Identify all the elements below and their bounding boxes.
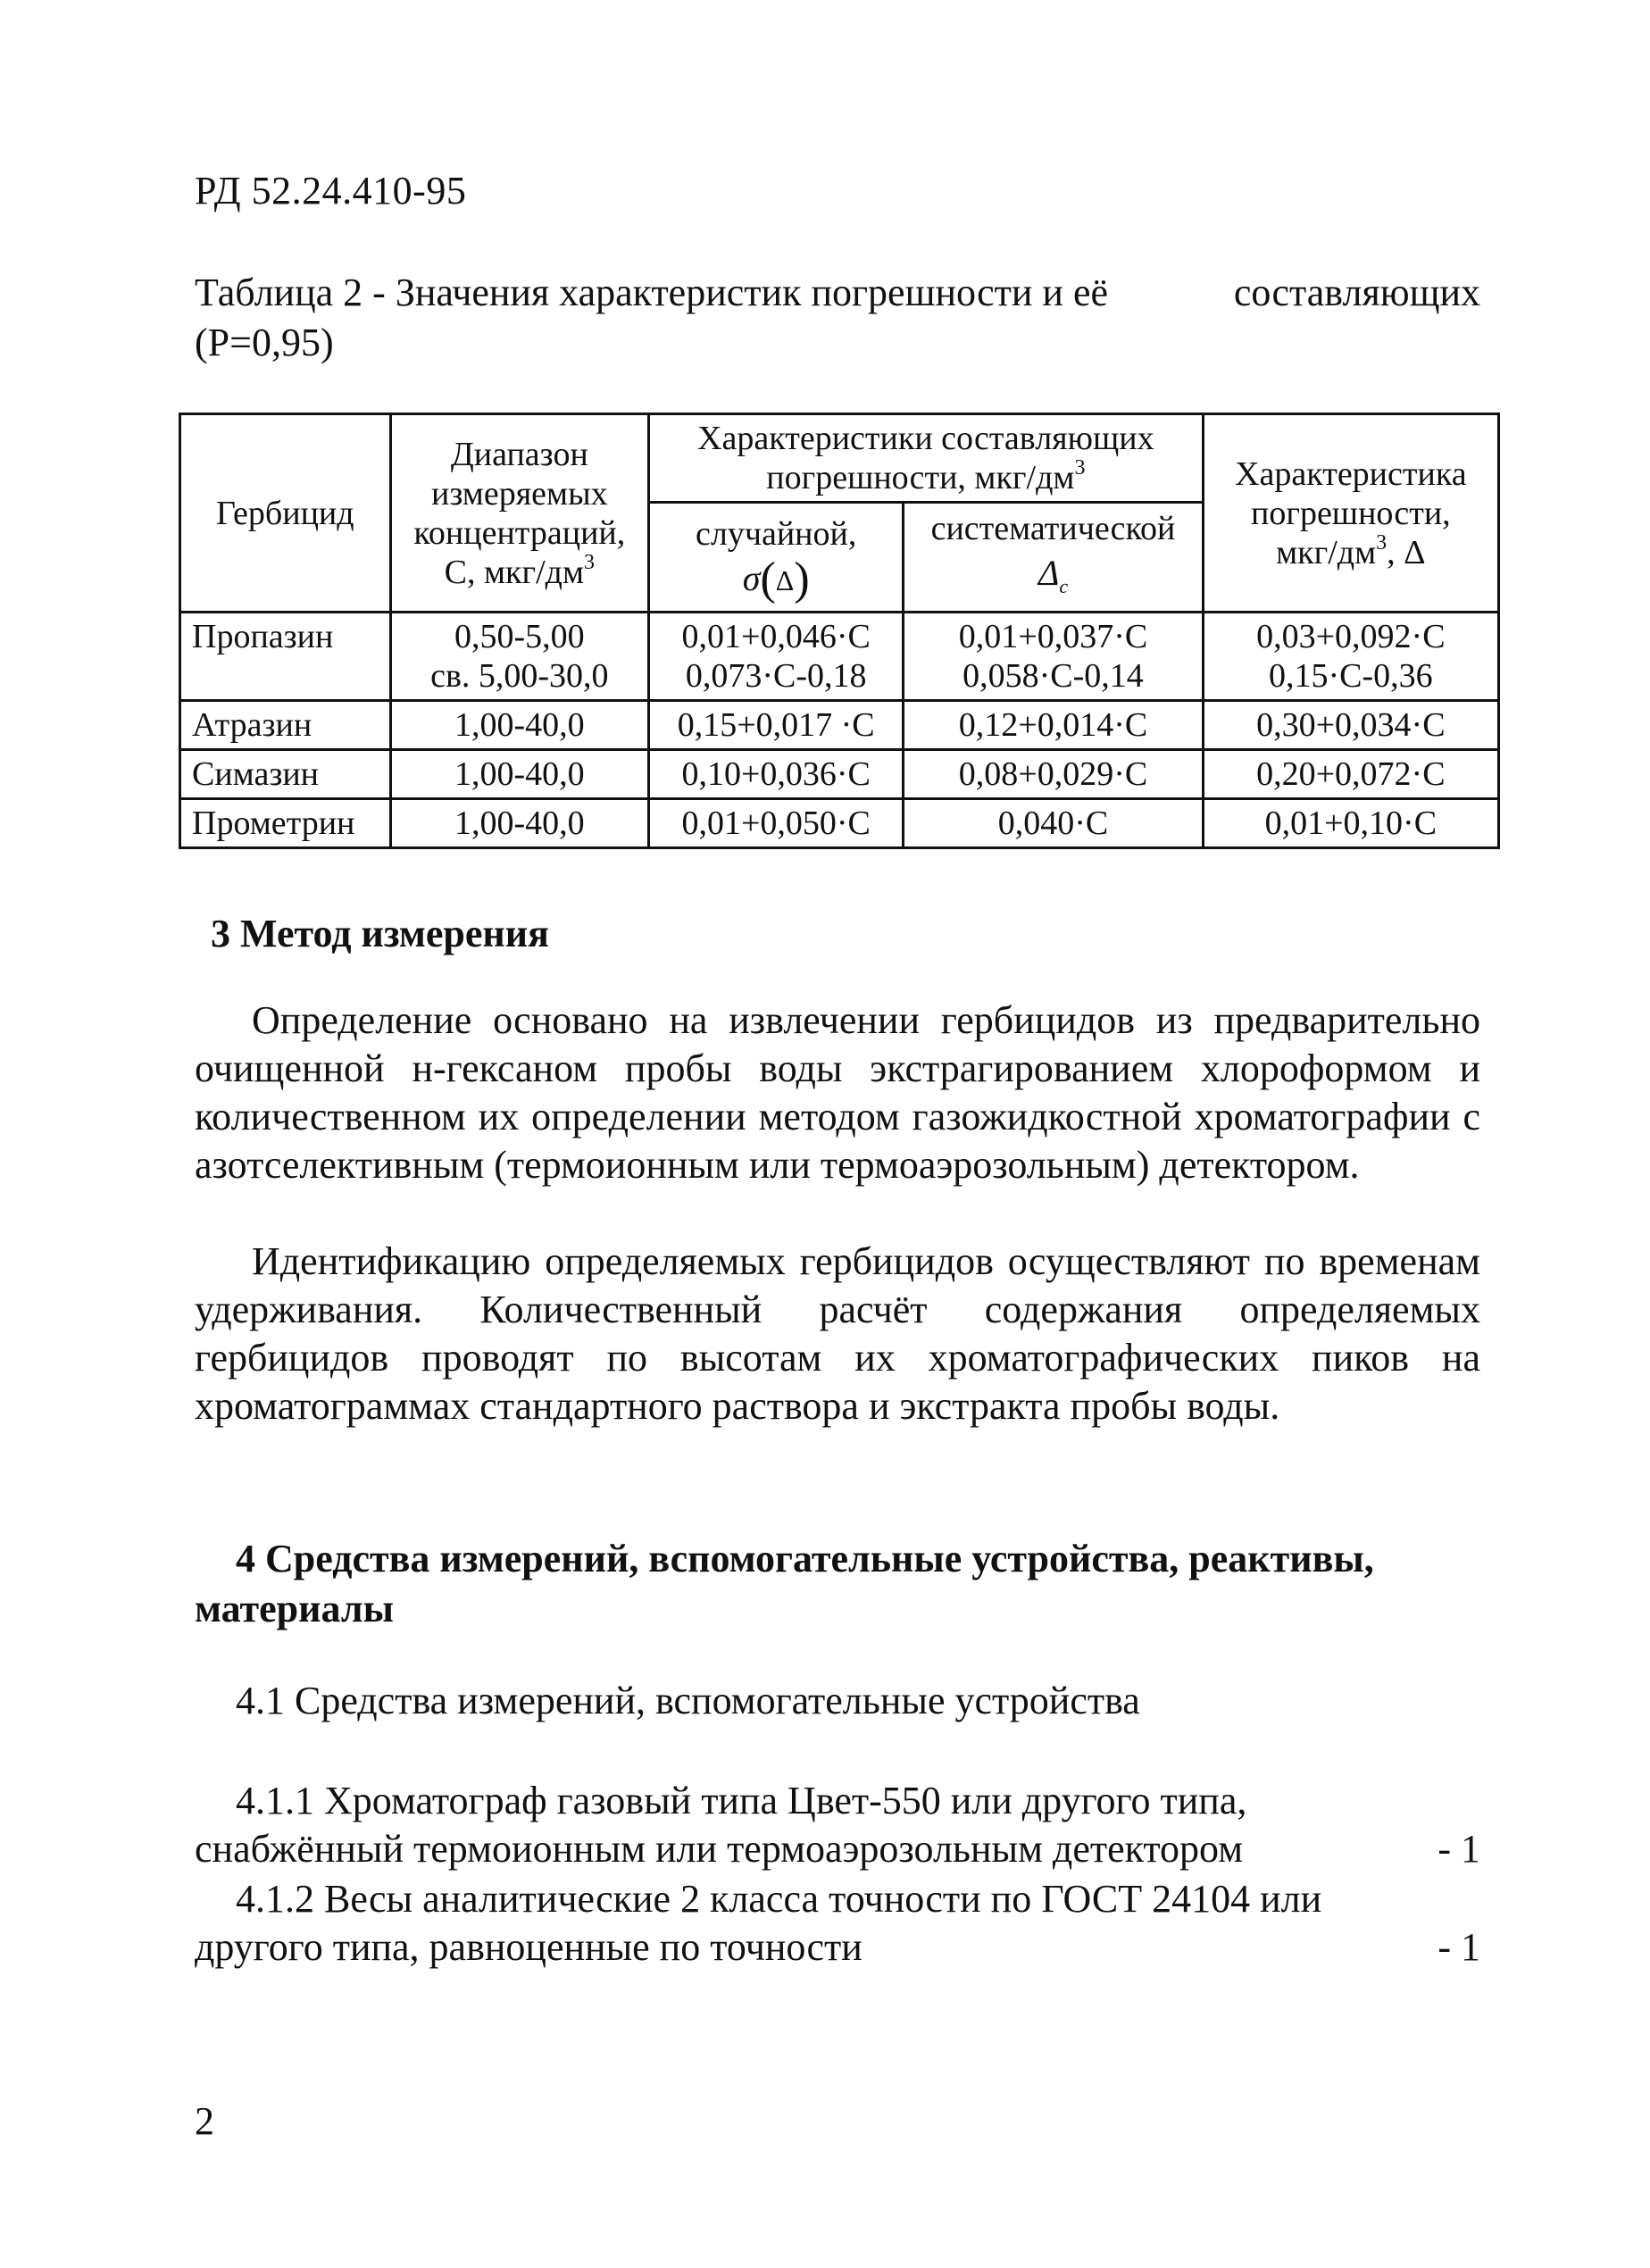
item-4-1-2: 4.1.2 Весы аналитические 2 класса точности по ГОСТ 24104 или другого типа, равноценные по точности - 1 bbox=[195, 1877, 1480, 1969]
sigma-symbol: σ(Δ) bbox=[742, 554, 810, 605]
table-row bbox=[180, 701, 1499, 750]
cell-total: 0,03+0,092·С 0,15·С-0,36 bbox=[1203, 613, 1498, 701]
cell-random: 0,15+0,017 ·С bbox=[649, 701, 904, 750]
cell-range: 1,00-40,0 bbox=[390, 799, 649, 848]
cell-herbicide: Прометрин bbox=[180, 799, 391, 848]
cell-range: 1,00-40,0 bbox=[390, 750, 649, 799]
cell-random: 0,01+0,046·С 0,073·С-0,18 bbox=[649, 613, 904, 701]
table-row bbox=[180, 799, 1499, 848]
cell-random: 0,10+0,036·С bbox=[649, 750, 904, 799]
table-caption-text-end: составляющих bbox=[1233, 271, 1480, 314]
table-caption-text: Таблица 2 - Значения характеристик погрешности и её bbox=[195, 271, 1108, 314]
cell-range: 0,50-5,00 св. 5,00-30,0 bbox=[390, 613, 649, 701]
cell-herbicide: Пропазин bbox=[180, 613, 391, 701]
table-caption-probability: (Р=0,95) bbox=[195, 321, 334, 364]
cell-random: 0,01+0,050·С bbox=[649, 799, 904, 848]
cell-systematic: 0,12+0,014·С bbox=[904, 701, 1203, 750]
section-3-paragraph-2: Идентификацию определяемых гербицидов осуществляют по временам удерживания. Количественный расчёт содержания определяемых гербицидов проводят по высотам их хроматографических пиков на хроматограммах стандартного раствора и экстракта пробы воды. bbox=[195, 1239, 1480, 1428]
table-header-row bbox=[180, 414, 1499, 503]
document-code: РД 52.24.410-95 bbox=[195, 169, 467, 213]
header-herbicide: Гербицид bbox=[180, 414, 391, 613]
cell-total: 0,30+0,034·С bbox=[1203, 701, 1498, 750]
cell-systematic: 0,01+0,037·С 0,058·С-0,14 bbox=[904, 613, 1203, 701]
cell-total: 0,01+0,10·С bbox=[1203, 799, 1498, 848]
cell-systematic: 0,040·С bbox=[904, 799, 1203, 848]
table-row bbox=[180, 613, 1499, 701]
table-caption bbox=[195, 268, 1480, 368]
subsection-4-1-title: 4.1 Средства измерений, вспомогательные устройства bbox=[236, 1679, 1140, 1722]
cell-total: 0,20+0,072·С bbox=[1203, 750, 1498, 799]
cell-systematic: 0,08+0,029·С bbox=[904, 750, 1203, 799]
header-total-error: Характеристика погрешности, мкг/$дм^3$, Δ bbox=[1203, 414, 1498, 613]
cell-herbicide: Симазин bbox=[180, 750, 391, 799]
section-3-title: 3 Метод измерения bbox=[211, 912, 549, 955]
page-number: 2 bbox=[195, 2099, 214, 2143]
header-range: Диапазон измеряемых концентраций, С, мкг/$дм^3$ bbox=[390, 414, 649, 613]
header-systematic: систематической $\Delta_c$ bbox=[904, 503, 1203, 613]
delta-c-symbol: $\Delta_c$ bbox=[1038, 552, 1069, 597]
header-error-components: Характеристики составляющих погрешности, мкг/$дм^3$ bbox=[649, 414, 1204, 503]
item-4-1-1: 4.1.1 Хроматограф газовый типа Цвет-550 или другого типа, снабжённый термоионным или термоаэрозольным детектором - 1 bbox=[195, 1779, 1480, 1871]
cell-herbicide: Атразин bbox=[180, 701, 391, 750]
cell-range: 1,00-40,0 bbox=[390, 701, 649, 750]
section-3-paragraph-1: Определение основано на извлечении гербицидов из предварительно очищенной н-гексаном пробы воды экстрагированием хлороформом и количественном их определении методом газожидкостной хроматографии с азотселективным (термоионным или термоаэрозольным) детектором. bbox=[195, 998, 1480, 1187]
error-characteristics-table bbox=[179, 413, 1500, 849]
header-random: случайной, σ(Δ) bbox=[649, 503, 904, 613]
section-4-title: 4 Средства измерений, вспомогательные устройства, реактивы, материалы bbox=[195, 1537, 1374, 1630]
table-row bbox=[180, 750, 1499, 799]
